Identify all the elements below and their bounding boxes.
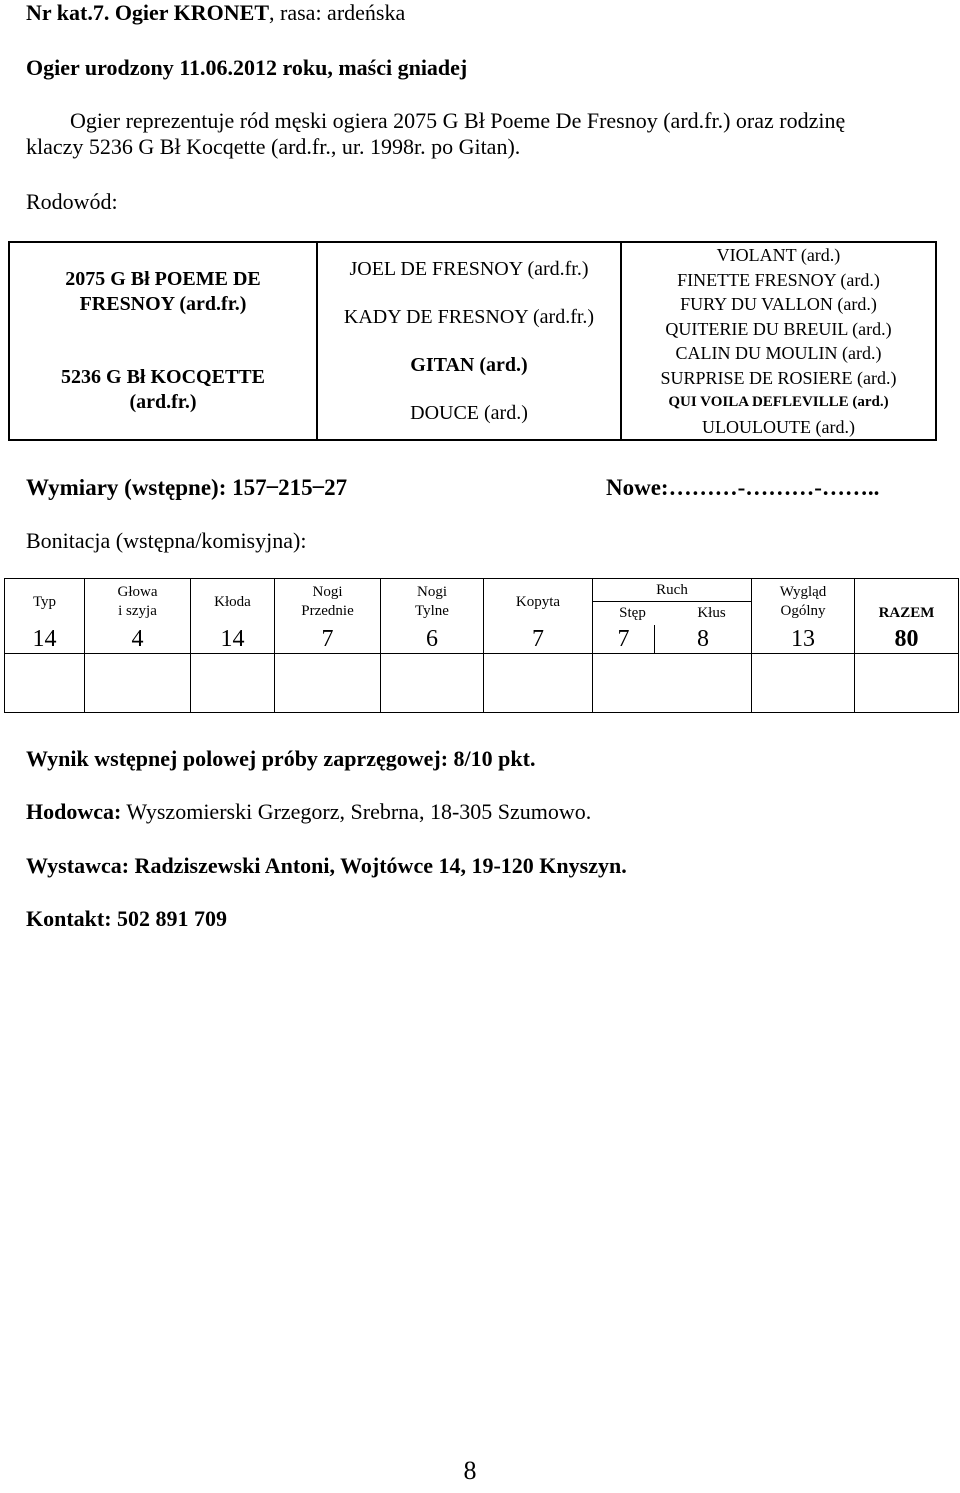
val-kloda: 14 [191, 625, 275, 654]
grandsire-paternal: JOEL DE FRESNOY (ard.fr.) [349, 258, 589, 280]
sire-line-1: 2075 G Bł POEME DE [65, 268, 261, 290]
score-blank-row [5, 654, 959, 713]
nowe-field: Nowe:………-………-…….. [606, 475, 880, 500]
hdr-razem: RAZEM [855, 579, 959, 626]
blank-cell [5, 654, 85, 713]
catalog-title [26, 0, 405, 26]
val-nogi-tylne: 6 [381, 625, 484, 654]
val-klus: 8 [655, 625, 752, 654]
birth-info: Ogier urodzony 11.06.2012 roku, maści gniadej [26, 55, 468, 80]
hdr-nogi-p-1: Nogi [312, 584, 343, 600]
ggp-5: CALIN DU MOULIN (ard.) [675, 343, 882, 363]
hdr-ruch-label: Ruch [593, 580, 751, 602]
val-razem: 80 [855, 625, 959, 654]
hdr-ruch [593, 579, 752, 626]
hdr-glowa-1: Głowa [117, 584, 158, 600]
blank-cell [752, 654, 855, 713]
ggp-4: QUITERIE DU BREUIL (ard.) [665, 318, 892, 339]
blank-cell [593, 654, 752, 713]
val-wyglad: 13 [752, 625, 855, 654]
pedigree-parents [9, 242, 317, 440]
score-header-row [5, 579, 959, 626]
pedigree-table [8, 241, 937, 441]
blank-cell [381, 654, 484, 713]
catalog-title-breed: , rasa: ardeńska [269, 0, 406, 25]
pedigree-great-grandparents [621, 242, 936, 440]
blank-cell [484, 654, 593, 713]
ggp-8: ULOULOUTE (ard.) [702, 416, 855, 437]
ggp-2: FINETTE FRESNOY (ard.) [677, 269, 880, 290]
dam-line-1: 5236 G Bł KOCQETTE [61, 366, 265, 388]
granddam-maternal: DOUCE (ard.) [410, 402, 528, 424]
measurements: Wymiary (wstępne): 157 ̶ 215 ̶ 27 [26, 475, 348, 500]
hdr-wyglad-2: Ogólny [780, 603, 826, 619]
ggp-7: QUI VOILA DEFLEVILLE (ard.) [668, 394, 889, 410]
exhibitor: Wystawca: Radziszewski Antoni, Wojtówce 14, 19-120 Knyszyn. [26, 853, 627, 878]
hdr-kloda: Kłoda [191, 579, 275, 626]
breeder [26, 799, 591, 825]
blank-cell [191, 654, 275, 713]
val-glowa: 4 [85, 625, 191, 654]
hdr-nogi-p-2: Przednie [301, 603, 354, 619]
hdr-wyglad-1: Wygląd [779, 584, 827, 600]
hdr-nogi-przednie [275, 579, 381, 626]
hdr-glowa [85, 579, 191, 626]
score-values-row [5, 625, 959, 654]
contact: Kontakt: 502 891 709 [26, 906, 228, 931]
breeder-label: Hodowca: [26, 799, 122, 824]
hdr-typ: Typ [5, 579, 85, 626]
hdr-nogi-t-2: Tylne [415, 603, 449, 619]
pedigree-label: Rodowód: [26, 189, 118, 214]
ggp-1: VIOLANT (ard.) [716, 245, 841, 265]
sire-line-2: FRESNOY (ard.fr.) [79, 293, 247, 315]
dam-line-2: (ard.fr.) [129, 391, 197, 413]
breeder-value: Wyszomierski Grzegorz, Srebrna, 18-305 Szumowo. [121, 799, 592, 824]
val-typ: 14 [5, 625, 85, 654]
ggp-6: SURPRISE DE ROSIERE (ard.) [660, 367, 897, 388]
trial-result: Wynik wstępnej polowej próby zaprzęgowej: 8/10 pkt. [26, 746, 536, 771]
hdr-klus: Kłus [697, 605, 726, 621]
granddam-paternal: KADY DE FRESNOY (ard.fr.) [343, 306, 595, 328]
blank-cell [855, 654, 959, 713]
bonitacja-label: Bonitacja (wstępna/komisyjna): [26, 528, 307, 553]
hdr-step: Stęp [619, 605, 646, 621]
page-number: 8 [463, 1456, 477, 1485]
lineage-line-1: Ogier reprezentuje ród męski ogiera 2075 G Bł Poeme De Fresnoy (ard.fr.) oraz rodzinę [70, 108, 846, 133]
grandsire-maternal: GITAN (ard.) [410, 354, 528, 376]
val-step: 7 [593, 625, 655, 654]
ggp-3: FURY DU VALLON (ard.) [680, 294, 877, 314]
catalog-title-bold: Nr kat.7. Ogier KRONET [26, 0, 270, 25]
hdr-nogi-t-1: Nogi [417, 584, 447, 600]
blank-cell [85, 654, 191, 713]
blank-cell [275, 654, 381, 713]
score-table [4, 578, 959, 713]
pedigree-grandparents [317, 242, 621, 440]
hdr-kopyta: Kopyta [484, 579, 593, 626]
val-kopyta: 7 [484, 625, 593, 654]
hdr-wyglad [752, 579, 855, 626]
val-nogi-przednie: 7 [275, 625, 381, 654]
lineage-line-2: klaczy 5236 G Bł Kocqette (ard.fr., ur. 1998r. po Gitan). [26, 134, 521, 159]
hdr-glowa-2: i szyja [118, 603, 157, 619]
hdr-nogi-tylne [381, 579, 484, 626]
